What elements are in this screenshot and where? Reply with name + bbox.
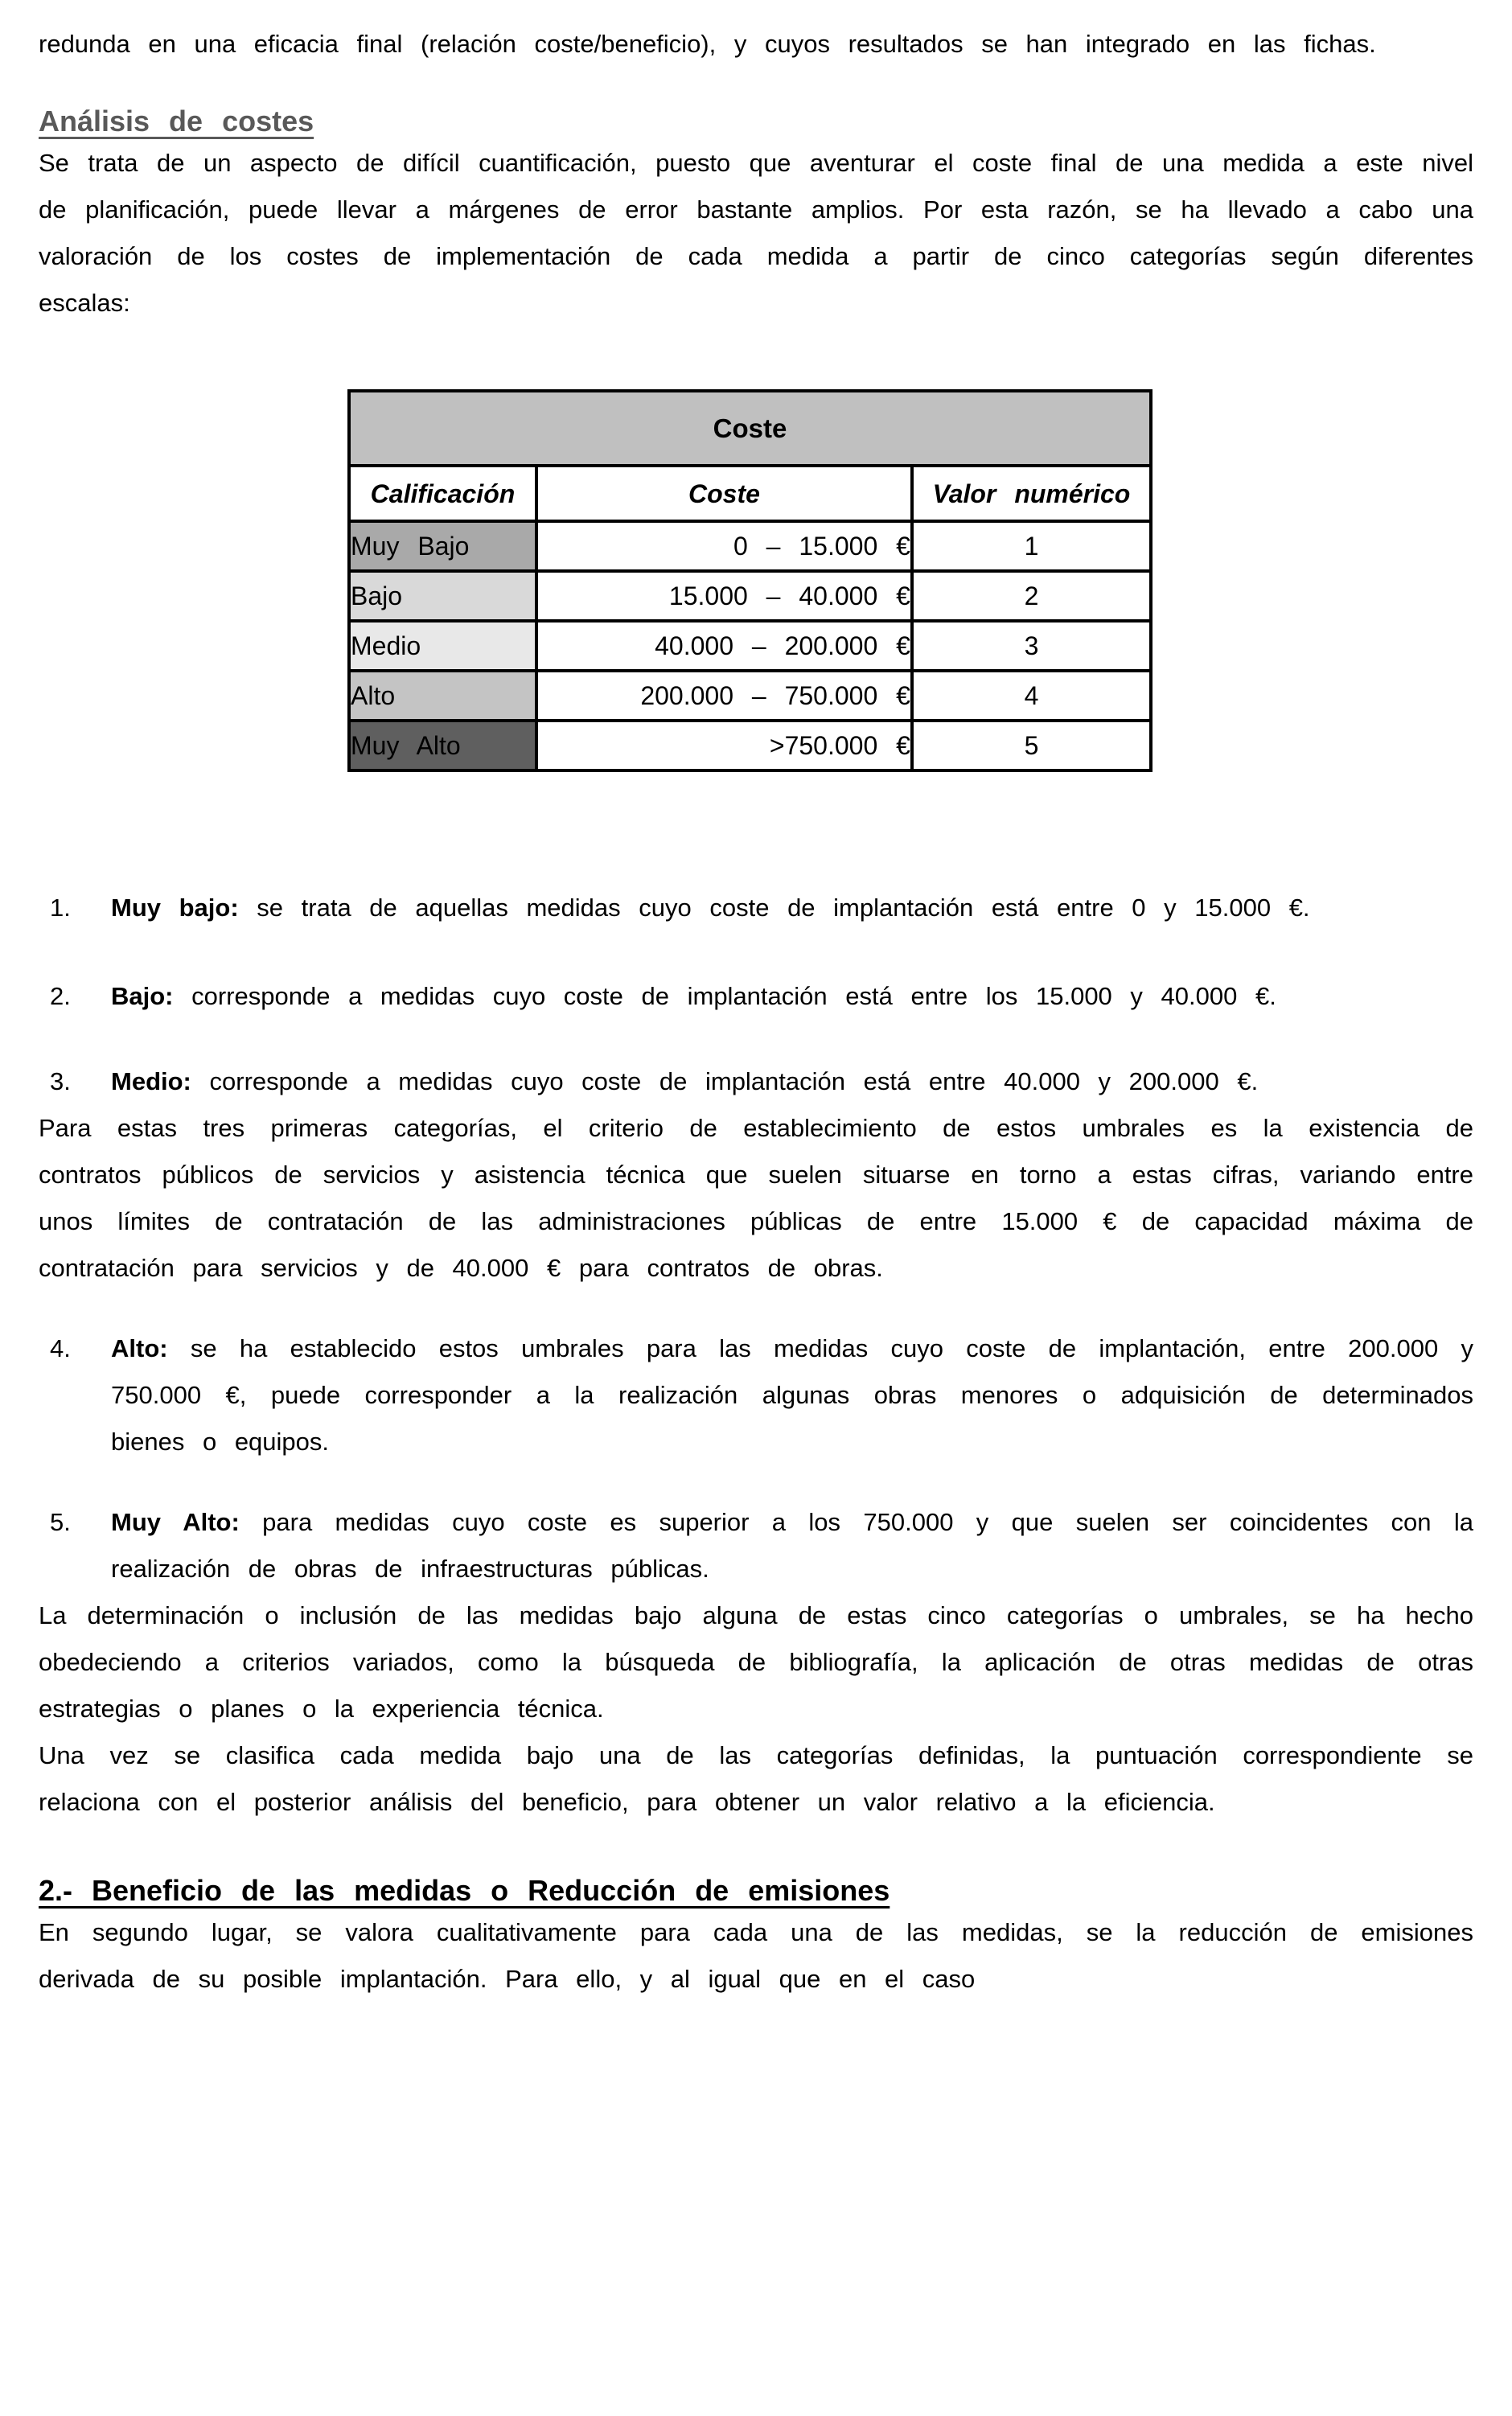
list-item-text: se ha establecido estos umbrales para las medidas cuyo coste de implantación, entre 200.000 y 750.000 €, puede corresponder a la realización algunas obras menores o adquisición de determinados bienes o equipos. <box>111 1334 1473 1456</box>
row-label: Muy Alto <box>349 721 536 770</box>
column-header-coste: Coste <box>536 466 912 521</box>
table-title: Coste <box>349 391 1151 466</box>
list-item-text: para medidas cuyo coste es superior a los 750.000 y que suelen ser coincidentes con la realización de obras de infraestructuras públicas. <box>111 1508 1473 1583</box>
row-cost-range: 0 – 15.000 € <box>536 521 912 571</box>
list-item-term: Medio: <box>111 1067 191 1095</box>
row-numeric-value: 1 <box>912 521 1151 571</box>
determination-paragraph: La determinación o inclusión de las medidas bajo alguna de estas cinco categorías o umbrales, se ha hecho obedeciendo a criterios variados, como la búsqueda de bibliografía, la aplicación de otras medidas de otras estrategias o planes o la experiencia técnica. <box>39 1601 1473 1723</box>
list-item-text: corresponde a medidas cuyo coste de implantación está entre los 15.000 y 40.000 €. <box>191 982 1276 1010</box>
row-label: Alto <box>349 671 536 721</box>
list-item-body <box>111 973 1473 1020</box>
cost-analysis-heading-text: Análisis de costes <box>39 105 314 138</box>
column-header-calificacion: Calificación <box>349 466 536 521</box>
list-item-medio <box>39 1058 1473 1105</box>
list-item-term: Muy Alto: <box>111 1508 240 1536</box>
list-item-bajo <box>39 973 1473 1020</box>
classification-paragraph: Una vez se clasifica cada medida bajo una de las categorías definidas, la puntuación correspondiente se relaciona con el posterior análisis del beneficio, para obtener un valor relativo a la eficiencia. <box>39 1741 1473 1816</box>
row-numeric-value: 5 <box>912 721 1151 770</box>
list-item-body <box>111 1058 1473 1105</box>
list-item-body <box>111 1499 1473 1592</box>
table-row-bajo <box>349 571 1151 621</box>
list-item-text: se trata de aquellas medidas cuyo coste de implantación está entre 0 y 15.000 €. <box>257 894 1310 922</box>
row-label: Muy Bajo <box>349 521 536 571</box>
row-numeric-value: 2 <box>912 571 1151 621</box>
cost-analysis-heading <box>39 103 1473 140</box>
table-row-medio <box>349 621 1151 671</box>
table-row-muy-alto <box>349 721 1151 770</box>
row-numeric-value: 4 <box>912 671 1151 721</box>
list-item-alto <box>39 1325 1473 1465</box>
row-label: Bajo <box>349 571 536 621</box>
list-item-muy-alto <box>39 1499 1473 1592</box>
list-item-muy-bajo <box>39 885 1473 931</box>
list-item-number: 5. <box>50 1508 71 1536</box>
thresholds-criteria-paragraph: Para estas tres primeras categorías, el criterio de establecimiento de estos umbrales es la existencia de contratos públicos de servicios y asistencia técnica que suelen situarse en torno a estas cifras, variando entre unos límites de contratación de las administraciones públicas de entre 15.000 € de capacidad máxima de contratación para servicios y de 40.000 € para contratos de obras. <box>39 1114 1473 1282</box>
table-header-row <box>349 466 1151 521</box>
row-cost-range: >750.000 € <box>536 721 912 770</box>
list-item-body <box>111 885 1473 931</box>
row-cost-range: 200.000 – 750.000 € <box>536 671 912 721</box>
row-label: Medio <box>349 621 536 671</box>
table-title-row <box>349 391 1151 466</box>
list-item-number: 3. <box>50 1067 71 1095</box>
cost-table-container <box>347 389 1473 772</box>
row-numeric-value: 3 <box>912 621 1151 671</box>
benefit-intro-paragraph: En segundo lugar, se valora cualitativamente para cada una de las medidas, se la reducción de emisiones derivada de su posible implantación. Para ello, y al igual que en el caso <box>39 1918 1473 1993</box>
list-item-number: 2. <box>50 982 71 1010</box>
column-header-valor-numerico: Valor numérico <box>912 466 1151 521</box>
row-cost-range: 40.000 – 200.000 € <box>536 621 912 671</box>
table-row-alto <box>349 671 1151 721</box>
list-item-body <box>111 1325 1473 1465</box>
table-row-muy-bajo <box>349 521 1151 571</box>
list-item-text: corresponde a medidas cuyo coste de implantación está entre 40.000 y 200.000 €. <box>209 1067 1259 1095</box>
list-item-number: 4. <box>50 1334 71 1362</box>
list-item-term: Alto: <box>111 1334 168 1362</box>
list-item-term: Muy bajo: <box>111 894 239 922</box>
intro-continuation-paragraph: redunda en una eficacia final (relación coste/beneficio), y cuyos resultados se han integrado en las fichas. <box>39 30 1376 58</box>
benefit-section-heading <box>39 1872 1473 1909</box>
row-cost-range: 15.000 – 40.000 € <box>536 571 912 621</box>
cost-analysis-intro-paragraph: Se trata de un aspecto de difícil cuantificación, puesto que aventurar el coste final de una medida a este nivel de planificación, puede llevar a márgenes de error bastante amplios. Por esta razón, se ha llevado a cabo una valoración de los costes de implementación de cada medida a partir de cinco categorías según diferentes escalas: <box>39 149 1473 317</box>
benefit-section-heading-text: 2.- Beneficio de las medidas o Reducción de emisiones <box>39 1874 890 1907</box>
list-item-number: 1. <box>50 894 71 922</box>
cost-table <box>347 389 1152 772</box>
list-item-term: Bajo: <box>111 982 174 1010</box>
